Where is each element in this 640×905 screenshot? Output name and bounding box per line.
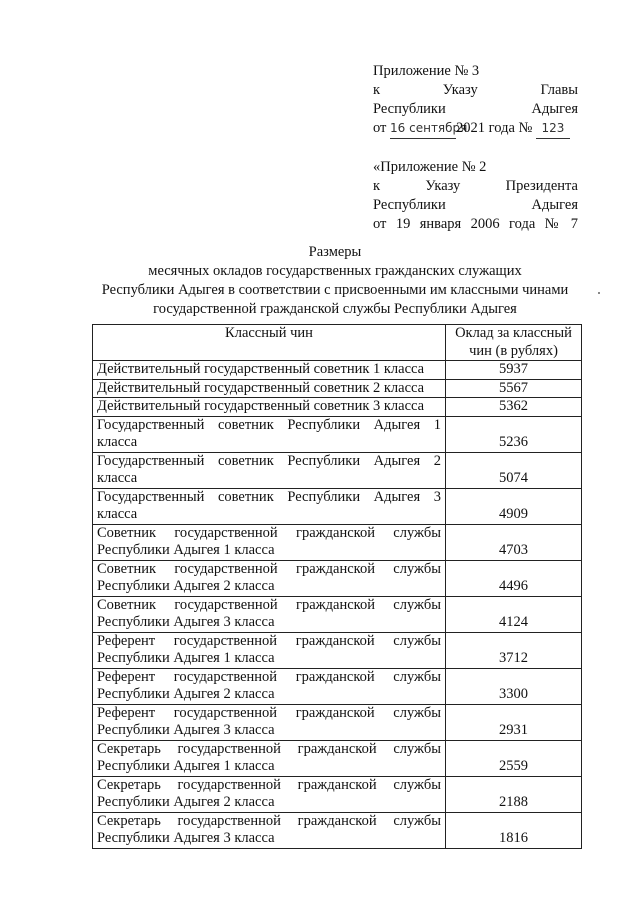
appendix-2-title: «Приложение № 2 xyxy=(373,159,487,175)
salary-cell: 5074 xyxy=(446,452,582,488)
appendix-3-title: Приложение № 3 xyxy=(373,63,480,79)
table-row xyxy=(93,812,582,848)
handwritten-date: 16 сентября xyxy=(390,119,456,139)
rank-cell: Советник государственной гражданской службы Республики Адыгея 2 класса xyxy=(93,560,446,596)
salary-cell: 3712 xyxy=(446,632,582,668)
appendix-3-republic-line: Республики Адыгея xyxy=(373,101,578,117)
salary-cell: 2931 xyxy=(446,704,582,740)
rank-cell: Секретарь государственной гражданской службы Республики Адыгея 2 класса xyxy=(93,776,446,812)
salary-cell: 5362 xyxy=(446,398,582,417)
salary-table xyxy=(92,324,582,849)
salary-cell: 4124 xyxy=(446,596,582,632)
table-row xyxy=(93,416,582,452)
title-line-4: государственной гражданской службы Республики Адыгея xyxy=(153,301,517,317)
appendix-2-decree-line: к Указу Президента xyxy=(373,178,578,194)
salary-cell: 2559 xyxy=(446,740,582,776)
rank-cell: Государственный советник Республики Адыгея 2 класса xyxy=(93,452,446,488)
table-row xyxy=(93,740,582,776)
salary-cell: 2188 xyxy=(446,776,582,812)
table-header-row xyxy=(93,325,582,361)
table-row xyxy=(93,524,582,560)
rank-cell: Действительный государственный советник 3 класса xyxy=(93,398,446,417)
scan-speck xyxy=(598,292,600,294)
salary-cell: 1816 xyxy=(446,812,582,848)
salary-cell: 5567 xyxy=(446,379,582,398)
table-row xyxy=(93,776,582,812)
table-row xyxy=(93,704,582,740)
title-line-2: месячных окладов государственных гражданских служащих xyxy=(148,263,522,279)
rank-cell: Советник государственной гражданской службы Республики Адыгея 3 класса xyxy=(93,596,446,632)
rank-cell: Референт государственной гражданской службы Республики Адыгея 1 класса xyxy=(93,632,446,668)
table-row xyxy=(93,361,582,380)
table-row xyxy=(93,560,582,596)
rank-cell: Секретарь государственной гражданской службы Республики Адыгея 3 класса xyxy=(93,812,446,848)
column-header-rank: Классный чин xyxy=(93,325,446,361)
rank-cell: Государственный советник Республики Адыгея 1 класса xyxy=(93,416,446,452)
table-row xyxy=(93,488,582,524)
table-row xyxy=(93,596,582,632)
salary-cell: 4496 xyxy=(446,560,582,596)
column-header-salary: Оклад за классный чин (в рублях) xyxy=(446,325,582,361)
table-row xyxy=(93,398,582,417)
rank-cell: Референт государственной гражданской службы Республики Адыгея 3 класса xyxy=(93,704,446,740)
document-title xyxy=(80,243,590,319)
table-row xyxy=(93,379,582,398)
rank-cell: Действительный государственный советник 2 класса xyxy=(93,379,446,398)
salary-cell: 3300 xyxy=(446,668,582,704)
salary-cell: 4909 xyxy=(446,488,582,524)
table-row xyxy=(93,452,582,488)
rank-cell: Референт государственной гражданской службы Республики Адыгея 2 класса xyxy=(93,668,446,704)
appendix-3-header xyxy=(373,62,578,139)
rank-cell: Секретарь государственной гражданской службы Республики Адыгея 1 класса xyxy=(93,740,446,776)
title-line-3: Республики Адыгея в соответствии с присвоенными им классными чинами xyxy=(101,282,569,298)
rank-cell: Государственный советник Республики Адыгея 3 класса xyxy=(93,488,446,524)
handwritten-number: 123 xyxy=(536,119,570,139)
table-row xyxy=(93,668,582,704)
title-line-1: Размеры xyxy=(308,244,362,260)
salary-cell: 5937 xyxy=(446,361,582,380)
appendix-3-date-line: от 16 сентября2021 года № 123 xyxy=(373,119,578,139)
appendix-2-date-line: от 19 января 2006 года № 7 xyxy=(373,216,578,232)
salary-cell: 5236 xyxy=(446,416,582,452)
appendix-3-decree-line: к Указу Главы xyxy=(373,82,579,98)
appendix-2-republic-line: Республики Адыгея xyxy=(373,197,578,213)
table-row xyxy=(93,632,582,668)
rank-cell: Советник государственной гражданской службы Республики Адыгея 1 класса xyxy=(93,524,446,560)
rank-cell: Действительный государственный советник 1 класса xyxy=(93,361,446,380)
appendix-2-header xyxy=(373,158,578,234)
salary-cell: 4703 xyxy=(446,524,582,560)
